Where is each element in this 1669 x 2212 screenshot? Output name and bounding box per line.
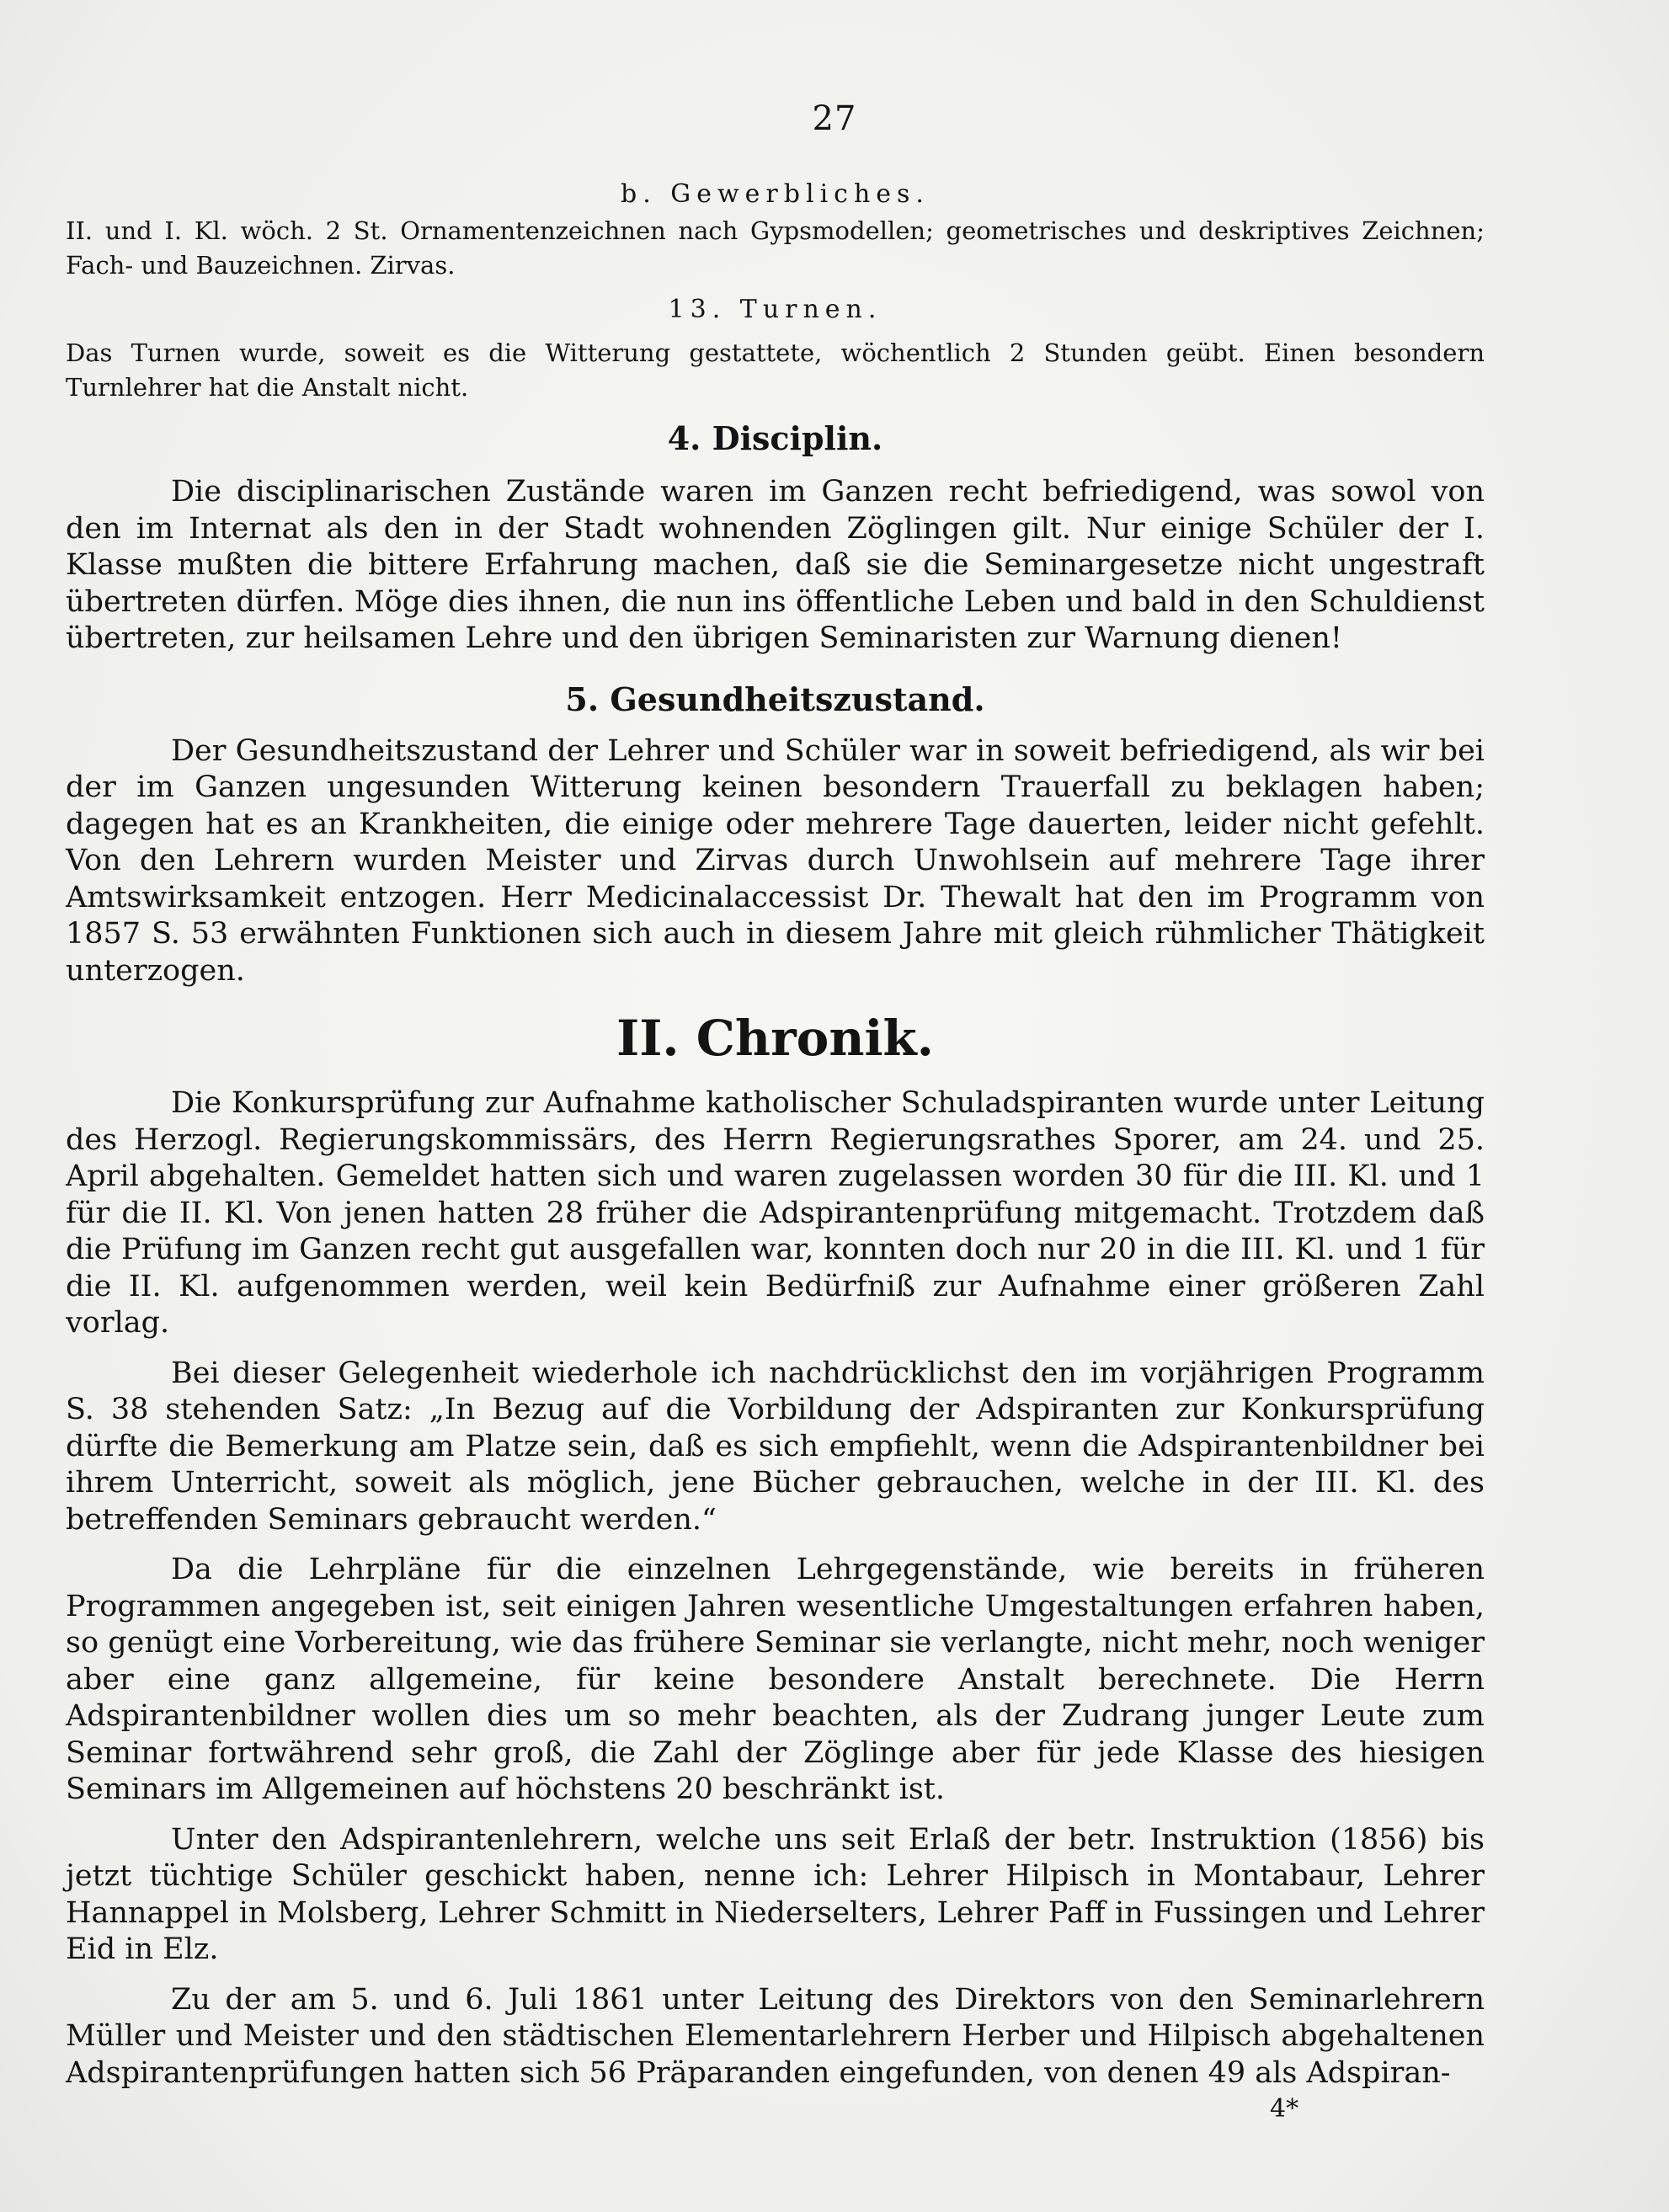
- chapter-heading-chronik: II. Chronik.: [616, 1010, 934, 1067]
- section-heading-disciplin: 4. Disciplin.: [667, 419, 883, 457]
- gesundheit-paragraph: Der Gesundheitszustand der Lehrer und Schüler war in soweit befriedigend, als wir bei der im Ganzen ungesunden Witterung keinen besondern Trauerfall zu beklagen haben; dagegen hat es an Krankheiten, die einige oder mehrere Tage dauerten, leider nicht gefehlt. Von den Lehrern wurden Meister und Zirvas durch Unwohlsein auf mehrere Tage ihrer Amtswirksamkeit entzogen. Herr Medicinalaccessist Dr. Thewalt hat den im Programm von 1857 S. 53 erwähnten Funktionen sich auch in diesem Jahre mit gleich rühmlicher Thätigkeit unterzogen.: [66, 733, 1485, 988]
- chronik-paragraph: Unter den Adspirantenlehrern, welche uns seit Erlaß der betr. Instruktion (1856) bis jetzt tüchtige Schüler geschickt haben, nenne ich: Lehrer Hilpisch in Montabaur, Lehrer Hannappel in Molsberg, Lehrer Schmitt in Niederselters, Lehrer Paff in Fussingen und Lehrer Eid in Elz.: [66, 1822, 1485, 1966]
- page-body: [66, 173, 1485, 2092]
- section-heading-turnen: 13. Turnen.: [668, 295, 882, 324]
- gewerbliches-text: II. und I. Kl. wöch. 2 St. Ornamentenzeichnen nach Gypsmodellen; geometrisches und deskriptives Zeichnen; Fach- und Bauzeichnen. Zirvas.: [66, 216, 1485, 280]
- section-heading-gesundheit: 5. Gesundheitszustand.: [565, 680, 985, 718]
- signature-mark: 4*: [1270, 2094, 1299, 2124]
- page-number: 27: [812, 99, 857, 138]
- disciplin-paragraph: Die disciplinarischen Zustände waren im Ganzen recht befriedigend, was sowol von den im Internat als den in der Stadt wohnenden Zöglingen gilt. Nur einige Schüler der I. Klasse mußten die bittere Erfahrung machen, daß sie die Seminargesetze nicht ungestraft übertreten dürfen. Möge dies ihnen, die nun ins öffentliche Leben und bald in den Schuldienst übertreten, zur heilsamen Lehre und den übrigen Seminaristen zur Warnung dienen!: [66, 475, 1485, 655]
- chronik-paragraph: Zu der am 5. und 6. Juli 1861 unter Leitung des Direktors von den Seminarlehrern Müller und Meister und den städtischen Elementarlehrern Herber und Hilpisch abgehaltenen Adspirantenprüfungen hatten sich 56 Präparanden eingefunden, von denen 49 als Adspiran-: [66, 1982, 1485, 2090]
- section-heading-gewerbliches: b. Gewerbliches.: [621, 179, 930, 209]
- chronik-paragraph: Bei dieser Gelegenheit wiederhole ich nachdrücklichst den im vorjährigen Programm S. 38 stehenden Satz: „In Bezug auf die Vorbildung der Adspiranten zur Konkursprüfung dürfte die Bemerkung am Platze sein, daß es sich empfiehlt, wenn die Adspirantenbildner bei ihrem Unterricht, soweit als möglich, jene Bücher gebrauchen, welche in der III. Kl. des betreffenden Seminars gebraucht werden.“: [66, 1356, 1485, 1537]
- chronik-paragraph: Die Konkursprüfung zur Aufnahme katholischer Schuladspiranten wurde unter Leitung des Herzogl. Regierungskommissärs, des Herrn Regierungsrathes Sporer, am 24. und 25. April abgehalten. Gemeldet hatten sich und waren zugelassen worden 30 für die III. Kl. und 1 für die II. Kl. Von jenen hatten 28 früher die Adspirantenprüfung mitgemacht. Trotzdem daß die Prüfung im Ganzen recht gut ausgefallen war, konnten doch nur 20 in die III. Kl. und 1 für die II. Kl. aufgenommen werden, weil kein Bedürfniß zur Aufnahme einer größeren Zahl vorlag.: [66, 1086, 1485, 1340]
- chronik-paragraph: Da die Lehrpläne für die einzelnen Lehrgegenstände, wie bereits in früheren Programmen angegeben ist, seit einigen Jahren wesentliche Umgestaltungen erfahren haben, so genügt eine Vorbereitung, wie das frühere Seminar sie verlangte, nicht mehr, noch weniger aber eine ganz allgemeine, für keine besondere Anstalt berechnete. Die Herrn Adspirantenbildner wollen dies um so mehr beachten, als der Zudrang junger Leute zum Seminar fortwährend sehr groß, die Zahl der Zöglinge aber für jede Klasse des hiesigen Seminars im Allgemeinen auf höchstens 20 beschränkt ist.: [66, 1553, 1485, 1806]
- turnen-text: Das Turnen wurde, soweit es die Witterung gestattete, wöchentlich 2 Stunden geübt. Einen besondern Turnlehrer hat die Anstalt nicht.: [66, 338, 1485, 402]
